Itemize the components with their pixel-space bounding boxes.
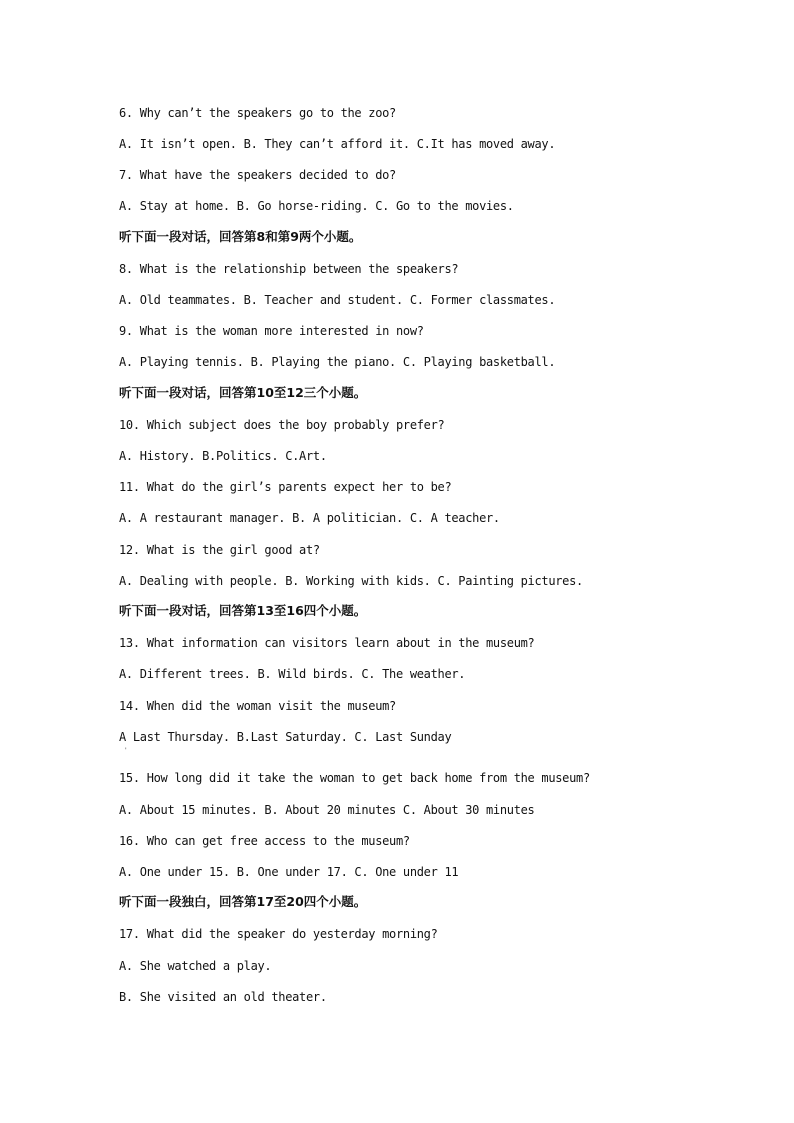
question-6: 6. Why can’t the speakers go to the zoo? xyxy=(119,106,396,120)
options-16: A. One under 15. B. One under 17. C. One under 11 xyxy=(119,865,459,879)
question-9: 9. What is the woman more interested in now? xyxy=(119,324,424,338)
options-14: A Last Thursday. B.Last Saturday. C. Last Sunday xyxy=(119,730,452,744)
options-7: A. Stay at home. B. Go horse-riding. C. Go to the movies. xyxy=(119,199,514,213)
question-17: 17. What did the speaker do yesterday morning? xyxy=(119,927,438,941)
question-7: 7. What have the speakers decided to do? xyxy=(119,168,396,182)
section-heading-8-9: 听下面一段对话，回答第8和第9两个小题。 xyxy=(119,229,362,244)
options-15: A. About 15 minutes. B. About 20 minutes C. About 30 minutes xyxy=(119,803,535,817)
question-15: 15. How long did it take the woman to get back home from the museum? xyxy=(119,771,590,785)
option-17b: B. She visited an old theater. xyxy=(119,990,327,1004)
question-16: 16. Who can get free access to the museum? xyxy=(119,834,410,848)
question-12: 12. What is the girl good at? xyxy=(119,543,320,557)
question-8: 8. What is the relationship between the speakers? xyxy=(119,262,459,276)
section-heading-17-20: 听下面一段独白，回答第17至20四个小题。 xyxy=(119,894,367,909)
options-6: A. It isn’t open. B. They can’t afford it. C.It has moved away. xyxy=(119,137,556,151)
question-11: 11. What do the girl’s parents expect her to be? xyxy=(119,480,452,494)
options-12: A. Dealing with people. B. Working with kids. C. Painting pictures. xyxy=(119,574,583,588)
options-10: A. History. B.Politics. C.Art. xyxy=(119,449,327,463)
section-heading-10-12: 听下面一段对话，回答第10至12三个小题。 xyxy=(119,385,367,400)
options-11: A. A restaurant manager. B. A politician. C. A teacher. xyxy=(119,511,500,525)
stray-mark: ' xyxy=(125,747,127,754)
question-14: 14. When did the woman visit the museum? xyxy=(119,699,396,713)
section-heading-13-16: 听下面一段对话，回答第13至16四个小题。 xyxy=(119,603,367,618)
options-9: A. Playing tennis. B. Playing the piano. C. Playing basketball. xyxy=(119,355,556,369)
options-8: A. Old teammates. B. Teacher and student. C. Former classmates. xyxy=(119,293,556,307)
option-17a: A. She watched a play. xyxy=(119,959,272,973)
options-13: A. Different trees. B. Wild birds. C. The weather. xyxy=(119,667,466,681)
question-10: 10. Which subject does the boy probably prefer? xyxy=(119,418,445,432)
question-13: 13. What information can visitors learn about in the museum? xyxy=(119,636,535,650)
